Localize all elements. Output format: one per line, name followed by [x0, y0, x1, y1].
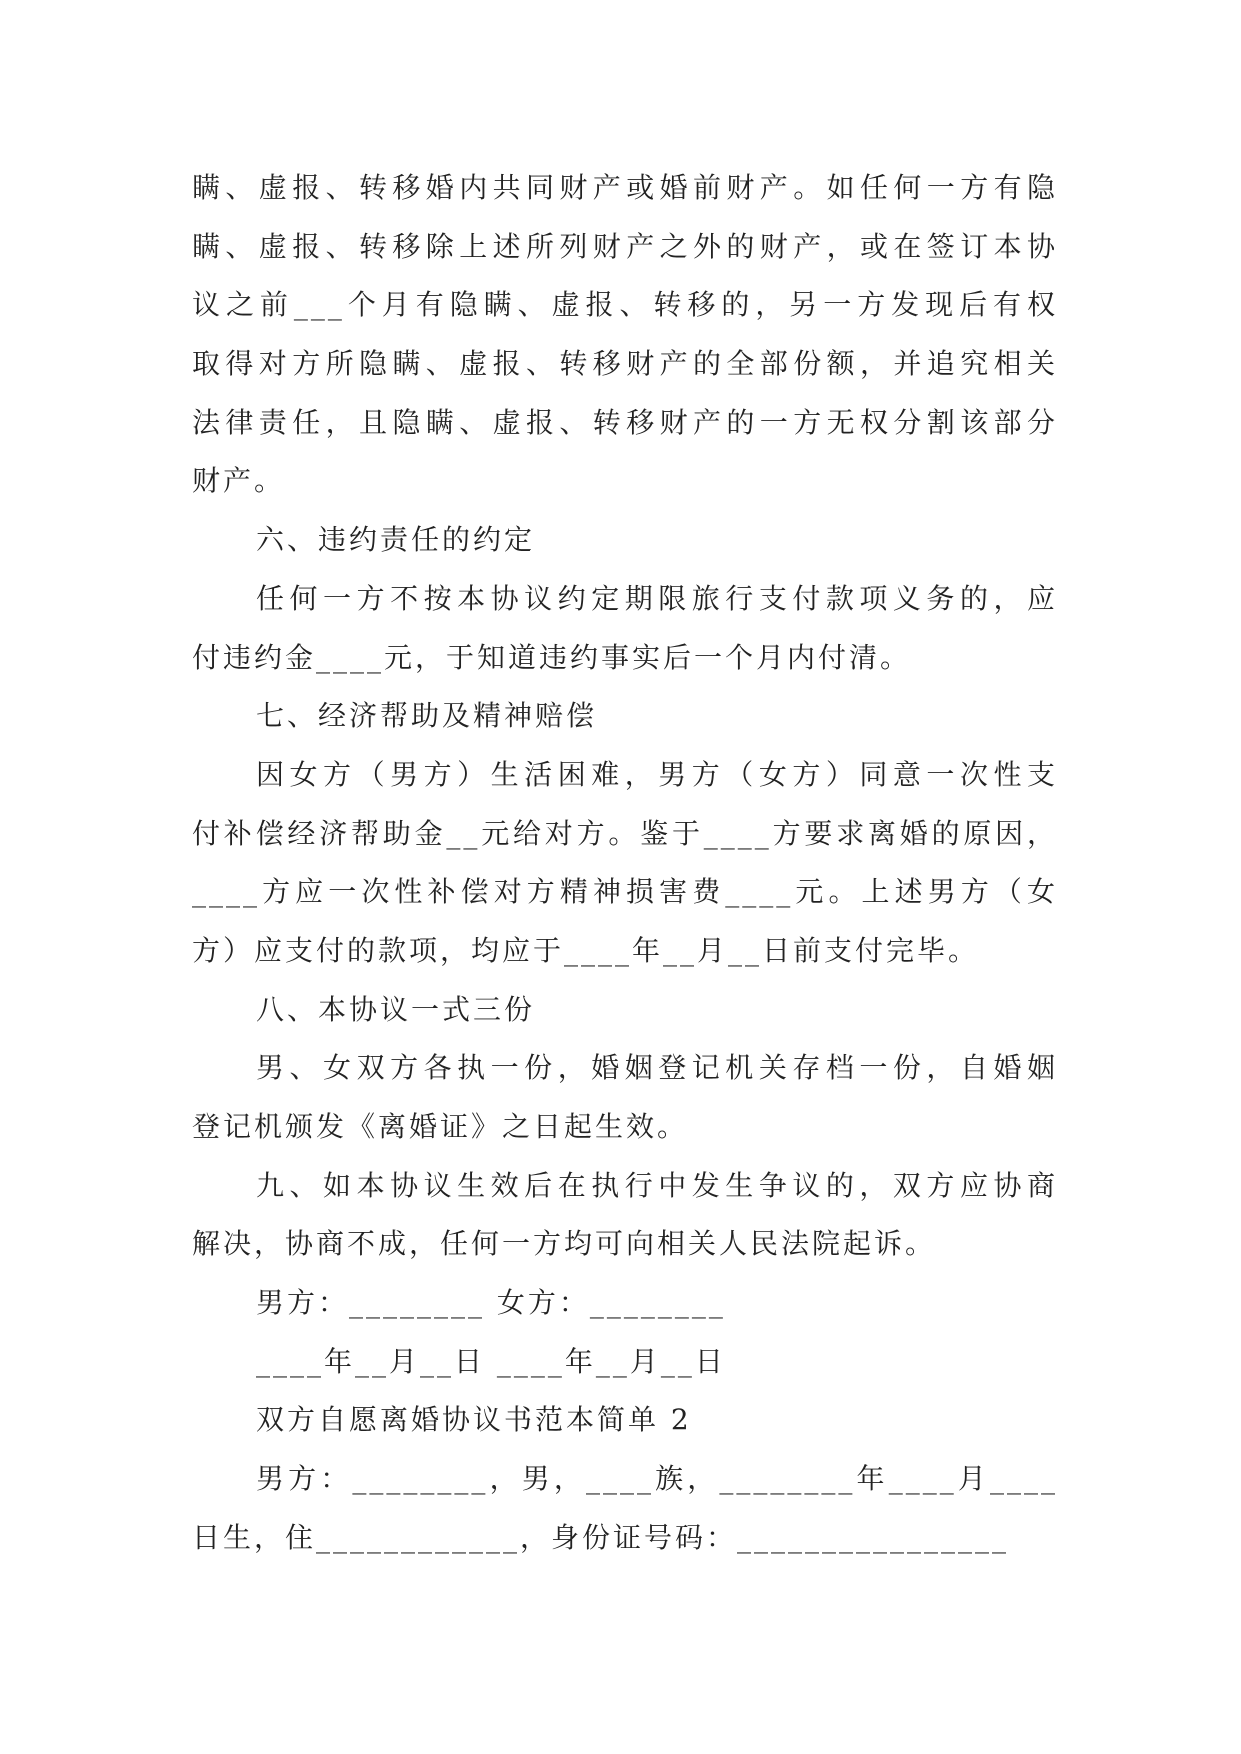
- document-line: 九、如本协议生效后在执行中发生争议的，双方应协商: [256, 1168, 1058, 1202]
- document-line: 付补偿经济帮助金__元给对方。鉴于____方要求离婚的原因，: [192, 816, 1058, 850]
- document-line: 解决，协商不成，任何一方均可向相关人民法院起诉。: [192, 1227, 937, 1261]
- document-line: 因女方（男方）生活困难，男方（女方）同意一次性支: [256, 757, 1058, 791]
- document-line: ____方应一次性补偿对方精神损害费____元。上述男方（女: [192, 875, 1058, 909]
- document-line: 男、女双方各执一份，婚姻登记机关存档一份，自婚姻: [256, 1051, 1058, 1085]
- document-line: 男方：________，男，____族，________年____月____: [256, 1462, 1058, 1496]
- document-line: 方）应支付的款项，均应于____年__月__日前支付完毕。: [192, 933, 980, 967]
- document-line: 六、违约责任的约定: [256, 523, 536, 557]
- document-line: 取得对方所隐瞒、虚报、转移财产的全部份额，并追究相关: [192, 347, 1058, 381]
- document-line: 男方：________ 女方：________: [256, 1286, 726, 1320]
- document-line: 瞒、虚报、转移婚内共同财产或婚前财产。如任何一方有隐: [192, 171, 1058, 204]
- document-line: 七、经济帮助及精神赔偿: [256, 699, 598, 733]
- document-line: 瞒、虚报、转移除上述所列财产之外的财产，或在签订本协: [192, 229, 1058, 263]
- document-body: [192, 159, 1058, 1568]
- document-line: 八、本协议一式三份: [256, 992, 536, 1026]
- document-line: 议之前___个月有隐瞒、虚报、转移的，另一方发现后有权: [192, 288, 1058, 322]
- document-line: 付违约金____元，于知道违约事实后一个月内付清。: [192, 640, 912, 674]
- document-line: 任何一方不按本协议约定期限旅行支付款项义务的，应: [256, 581, 1058, 615]
- document-line: 财产。: [192, 464, 286, 498]
- document-line: 登记机颁发《离婚证》之日起生效。: [192, 1110, 689, 1143]
- document-line: ____年__月__日 ____年__月__日: [256, 1344, 726, 1378]
- document-line: 双方自愿离婚协议书范本简单 2: [256, 1403, 692, 1437]
- document-line: 法律责任，且隐瞒、虚报、转移财产的一方无权分割该部分: [192, 405, 1058, 439]
- document-line: 日生，住____________，身份证号码：________________: [192, 1520, 1010, 1554]
